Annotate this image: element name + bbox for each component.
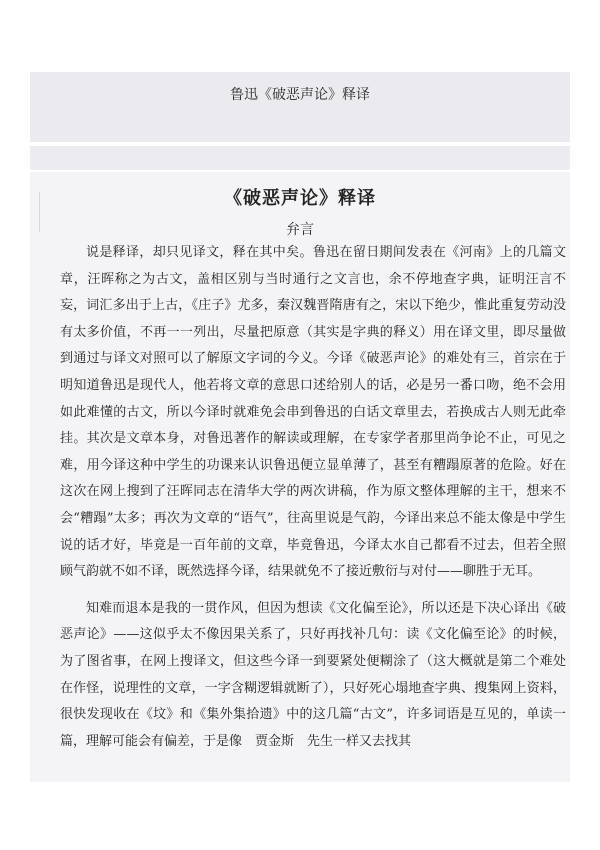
page-title: 鲁迅《破恶声论》释译 [230, 87, 370, 103]
divider-strip [30, 146, 570, 170]
paragraph: 知难而退本是我的一贯作风，但因为想读《文化偏至论》，所以还是下决心译出《破恶声论》——这似乎太不像因果关系了，只好再找补几句：读《文化偏至论》的时候，为了图省事，在网上搜译文，但这些今译一到要紧处便糊涂了（这大概就是第二个难处在作怪，说理性的文章，一字含糊逻辑就断了），只好死心塌地查字典、搜集网上资料，很快发现收在《坟》和《集外集拾遗》中的这几篇“古文”，许多词语是互见的，单读一篇，理解可能会有偏差，于是像 贾金斯 先生一样又去找其 [60, 600, 566, 749]
paragraph: 说是释译，却只见译文，释在其中矣。鲁迅在留日期间发表在《河南》上的几篇文章，汪晖称之为古文，盖相区别与当时通行之文言也，余不停地查字典，证明汪言不妄，词汇多出于上古，《庄子》尤多，秦汉魏晋隋唐有之，宋以下绝少，惟此重复劳动没有太多价值，不再一一列出，尽量把原意（其实是字典的释义）用在译文里，即尽量做到通过与译文对照可以了解原文字词的今义。今译《破恶声论》的难处有三，首宗在于明知道鲁迅是现代人，他若将文章的意思口述给别人的话，必是另一番口吻，绝不会用如此难懂的古文，所以今译时就难免会串到鲁迅的白话文章里去，若换成古人则无此牵挂。其次是文章本身，对鲁迅著作的解读或理解，在专家学者那里尚争论不止，可见之难，用今译这种中学生的功课来认识鲁迅便立显单薄了，甚至有糟蹋原著的危险。好在这次在网上搜到了汪晖同志在清华大学的两次讲稿，作为原文整体理解的主干，想来不会“糟蹋”太多；再次为文章的“语气”，往高里说是气韵，今译出来总不能太像是中学生说的话才好，毕竟是一百年前的文章，毕竟鲁迅，今译太水自己都看不过去，但若全照顾气韵就不如不译，既然选择今译，结果就免不了接近敷衍与对付——聊胜于无耳。 [60, 245, 566, 580]
article-body [60, 240, 566, 765]
article-content [30, 172, 570, 782]
article-subtitle: 弁言 [286, 222, 314, 238]
header-banner [30, 72, 570, 142]
article-title: 《破恶声论》释译 [224, 188, 376, 209]
